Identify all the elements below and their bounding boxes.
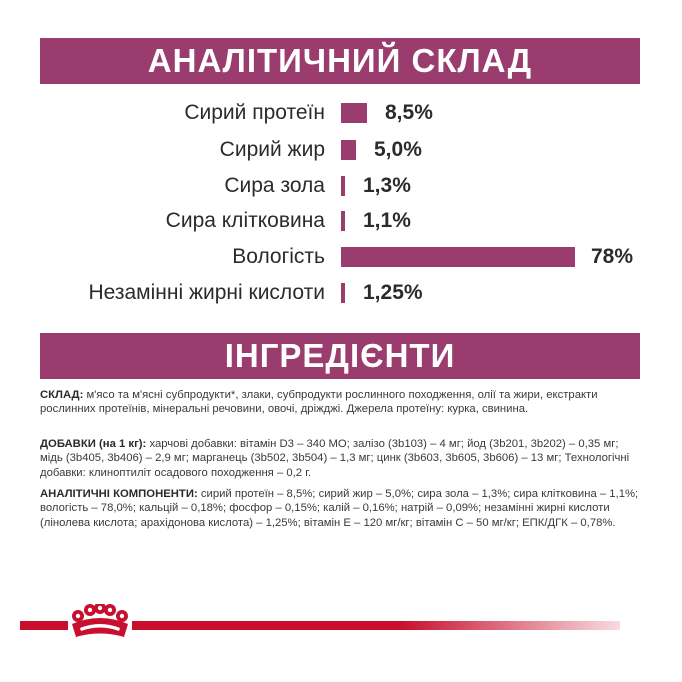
footer-stripe-right bbox=[132, 621, 620, 630]
analytic-composition-banner bbox=[40, 38, 640, 84]
analytic-composition-title: АНАЛІТИЧНИЙ СКЛАД bbox=[147, 42, 533, 79]
nutrient-value: 78% bbox=[591, 245, 634, 268]
nutrient-bar bbox=[341, 283, 345, 303]
nutrient-label: Сирий протеїн bbox=[184, 101, 325, 124]
ingredients-text: м'ясо та м'ясні субпродукти*, злаки, субпродукти рослинного походження, олії та жири, екстракти рослинних протеїнів, мінеральні речовини, овочі, дріжджі. Джерела протеїну: курка, свинина. bbox=[40, 389, 598, 416]
additives-text: харчові добавки: вітамін D3 – 340 МО; залізо (3b103) – 4 мг; йод (3b201, 3b202) – 0,35 мг; мідь (3b405, 3b406) – 2,9 мг; марганець (3b502, 3b504) – 1,3 мг; цинк (3b603, 3b605, 3b606) – 13 мг; Технологічні добавки: клиноптиліт осадового походження – 0,2 г. bbox=[40, 438, 630, 479]
additives-label: ДОБАВКИ (на 1 кг): bbox=[40, 438, 147, 450]
nutrient-value: 8,5% bbox=[385, 101, 433, 124]
nutrient-row bbox=[0, 206, 682, 236]
nutrient-bar bbox=[341, 247, 575, 267]
nutrient-bar bbox=[341, 211, 345, 231]
ingredients-paragraph bbox=[40, 388, 640, 417]
analytic-components-label: АНАЛІТИЧНІ КОМПОНЕНТИ: bbox=[40, 488, 198, 500]
royal-canin-crown-icon bbox=[66, 604, 134, 640]
nutrient-label: Сира клітковина bbox=[165, 209, 325, 232]
nutrient-label: Вологість bbox=[232, 245, 325, 268]
nutrient-value: 1,1% bbox=[363, 209, 411, 232]
nutrient-row bbox=[0, 242, 682, 272]
nutrient-row bbox=[0, 171, 682, 201]
ingredients-banner bbox=[40, 333, 640, 379]
nutrient-bar bbox=[341, 140, 356, 160]
nutrient-row bbox=[0, 98, 682, 128]
ingredients-label: СКЛАД: bbox=[40, 389, 84, 401]
nutrient-row bbox=[0, 135, 682, 165]
nutrient-value: 5,0% bbox=[374, 138, 422, 161]
footer-stripe-left bbox=[20, 621, 68, 630]
nutrient-label: Незамінні жирні кислоти bbox=[88, 281, 325, 304]
nutrient-value: 1,3% bbox=[363, 174, 411, 197]
nutrient-label: Сирий жир bbox=[219, 138, 325, 161]
analytic-components-paragraph bbox=[40, 487, 640, 530]
nutrient-row bbox=[0, 278, 682, 308]
nutrient-bar bbox=[341, 176, 345, 196]
additives-paragraph bbox=[40, 437, 640, 480]
analytic-components-text: сирий протеїн – 8,5%; сирий жир – 5,0%; сира зола – 1,3%; сира клітковина – 1,1%; вологість – 78,0%; кальцій – 0,18%; фосфор – 0,15%; калій – 0,16%; натрій – 0,09%; незамінні жирні кислоти (лінолева кислота; арахідонова кислота) – 1,25%; вітамін Е – 120 мг/кг; вітамін С – 50 мг/кг; ЕПК/ДГК – 0,78%. bbox=[40, 488, 639, 529]
nutrient-value: 1,25% bbox=[363, 281, 423, 304]
ingredients-title: ІНГРЕДІЄНТИ bbox=[224, 337, 456, 374]
nutrient-label: Сира зола bbox=[224, 174, 325, 197]
nutrient-bar bbox=[341, 103, 367, 123]
